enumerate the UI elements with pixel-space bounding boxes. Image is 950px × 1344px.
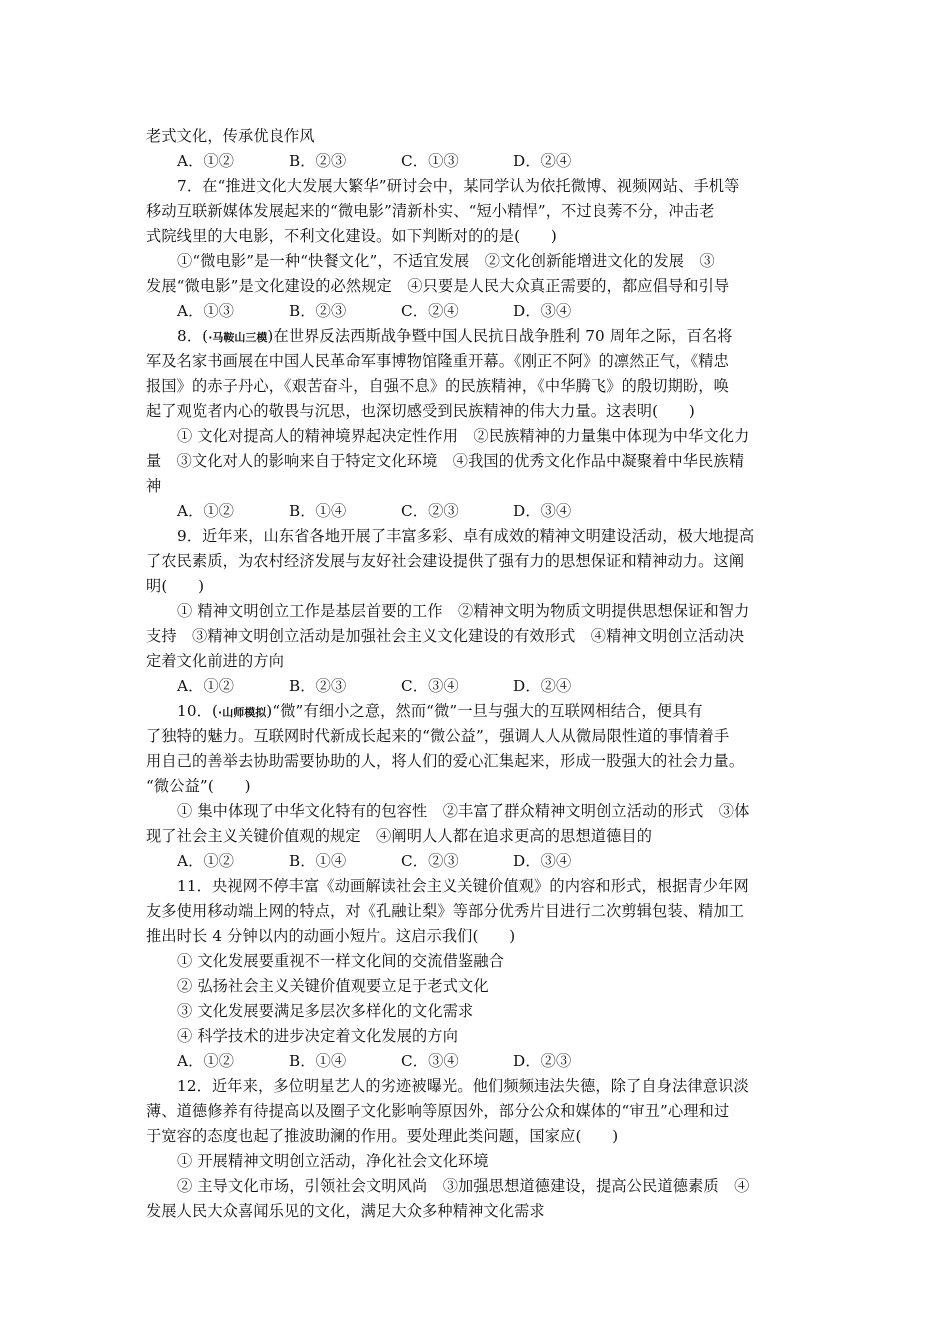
text-line: 友多使用移动端上网的特点，对《孔融让梨》等部分优秀片目进行二次剪辑包装、精加工 — [146, 902, 745, 920]
text-line: 9．近年来，山东省各地开展了丰富多彩、卓有成效的精神文明建设活动，极大地提高 — [177, 527, 755, 545]
text-line: 定着文化前进的方向 — [146, 652, 285, 670]
text-line: 起了观览者内心的敬畏与沉思，也深切感受到民族精神的伟大力量。这表明( ) — [146, 402, 695, 420]
text-line: 老式文化，传承优良作风 — [146, 127, 315, 145]
text-line: 发展“微电影”是文化建设的必然规定 ④只要是人民大众真正需要的，都应倡导和引导 — [146, 277, 730, 295]
text-segment: 10．( — [177, 702, 219, 720]
answer-option: A．①② — [177, 677, 235, 695]
answer-option: C．③④ — [401, 677, 459, 695]
answer-option: D．③④ — [513, 502, 572, 520]
text-line: 推出时长 4 分钟以内的动画小短片。这启示我们( ) — [146, 927, 516, 945]
question-stem-line — [146, 699, 810, 724]
question-stem-line — [146, 324, 810, 349]
text-line: 量 ③文化对人的影响来自于特定文化环境 ④我国的优秀文化作品中凝聚着中华民族精 — [146, 452, 745, 470]
text-segment: 8．( — [177, 327, 209, 345]
text-line: 现了社会主义关键价值观的规定 ④阐明人人都在追求更高的思想道德目的 — [146, 827, 653, 845]
text-line: “微公益”( ) — [146, 777, 251, 795]
text-line: 11．央视网不停丰富《动画解读社会主义关键价值观》的内容和形式，根据青少年网 — [177, 877, 749, 895]
text-line: 于宽容的态度也起了推波助澜的作用。要处理此类问题，国家应( ) — [146, 1127, 619, 1145]
answer-option: D．②④ — [513, 677, 572, 695]
text-line: ④ 科学技术的进步决定着文化发展的方向 — [177, 1027, 459, 1045]
answer-options — [146, 1049, 810, 1074]
text-line: 报国》的赤子丹心，《艰苦奋斗，自强不息》的民族精神，《中华腾飞》的殷切期盼，唤 — [146, 377, 729, 395]
text-line: 了农民素质，为农村经济发展与友好社会建设提供了强有力的思想保证和精神动力。这阐 — [146, 552, 745, 570]
answer-option: A．①② — [177, 852, 235, 870]
text-line: ① 精神文明创立工作是基层首要的工作 ②精神文明为物质文明提供思想保证和智力 — [177, 602, 750, 620]
answer-option: D．②④ — [513, 152, 572, 170]
text-line: 薄、道德修养有待提高以及圈子文化影响等原因外，部分公众和媒体的“审丑”心理和过 — [146, 1102, 730, 1120]
answer-option: B．②③ — [289, 152, 347, 170]
text-line: 发展人民大众喜闻乐见的文化，满足大众多种精神文化需求 — [146, 1202, 545, 1220]
answer-option: A．①③ — [177, 302, 235, 320]
answer-options — [146, 674, 810, 699]
text-line: 军及名家书画展在中国人民革命军事博物馆隆重开幕。《刚正不阿》的凛然正气，《精忠 — [146, 352, 729, 370]
answer-option: C．②③ — [401, 502, 459, 520]
text-line: ① 文化发展要重视不一样文化间的交流借鉴融合 — [177, 952, 505, 970]
text-line: 神 — [146, 477, 162, 495]
text-segment: )在世界反法西斯战争暨中国人民抗日战争胜利 70 周年之际，百名将 — [267, 327, 733, 345]
answer-options — [146, 149, 810, 174]
text-line: ① 文化对提高人的精神境界起决定性作用 ②民族精神的力量集中体现为中华文化力 — [177, 427, 750, 445]
answer-option: D．②③ — [513, 1052, 572, 1070]
text-line: 支持 ③精神文明创立活动是加强社会主义文化建设的有效形式 ④精神文明创立活动决 — [146, 627, 745, 645]
text-line: 式院线里的大电影，不利文化建设。如下判断对的的是( ) — [146, 227, 557, 245]
text-line: ① 开展精神文明创立活动，净化社会文化环境 — [177, 1152, 489, 1170]
document-page — [146, 124, 810, 1224]
text-line: 明( ) — [146, 577, 205, 595]
answer-option: C．②④ — [401, 302, 459, 320]
answer-option: D．③④ — [513, 852, 572, 870]
source-tag: ·马鞍山三模 — [208, 331, 268, 344]
answer-options — [146, 499, 810, 524]
text-line: 移动互联新媒体发展起来的“微电影”清新朴实、“短小精悍”，不过良莠不分，冲击老 — [146, 202, 715, 220]
answer-option: B．②③ — [289, 302, 347, 320]
text-line: ③ 文化发展要满足多层次多样化的文化需求 — [177, 1002, 474, 1020]
text-line: 12．近年来，多位明星艺人的劣迹被曝光。他们频频违法失德，除了自身法律意识淡 — [177, 1077, 749, 1095]
text-segment: )“微”有细小之意，然而“微”一旦与强大的互联网相结合，便具有 — [266, 702, 703, 720]
answer-options — [146, 299, 810, 324]
text-line: ① 集中体现了中华文化特有的包容性 ②丰富了群众精神文明创立活动的形式 ③体 — [177, 802, 750, 820]
answer-option: C．②③ — [401, 852, 459, 870]
answer-option: A．①② — [177, 152, 235, 170]
source-tag: ·山师模拟 — [218, 706, 267, 719]
answer-option: B．①④ — [289, 852, 347, 870]
answer-option: C．③④ — [401, 1052, 459, 1070]
answer-option: A．①② — [177, 502, 235, 520]
text-line: 用自己的善举去协助需要协助的人，将人们的爱心汇集起来，形成一股强大的社会力量。 — [146, 752, 745, 770]
text-line: 了独特的魅力。互联网时代新成长起来的“微公益”，强调人人从微局限性道的事情着手 — [146, 727, 730, 745]
text-line: ② 主导文化市场，引领社会文明风尚 ③加强思想道德建设，提高公民道德素质 ④ — [177, 1177, 750, 1195]
answer-option: B．①④ — [289, 1052, 347, 1070]
text-line: ② 弘扬社会主义关键价值观要立足于老式文化 — [177, 977, 489, 995]
answer-options — [146, 849, 810, 874]
answer-option: C．①③ — [401, 152, 459, 170]
answer-option: B．①④ — [289, 502, 347, 520]
text-line: ①“微电影”是一种“快餐文化”，不适宜发展 ②文化创新能增进文化的发展 ③ — [177, 252, 715, 270]
text-line: 7．在“推进文化大发展大繁华”研讨会中，某同学认为依托微博、视频网站、手机等 — [177, 177, 740, 195]
answer-option: D．③④ — [513, 302, 572, 320]
answer-option: B．②③ — [289, 677, 347, 695]
answer-option: A．①② — [177, 1052, 235, 1070]
